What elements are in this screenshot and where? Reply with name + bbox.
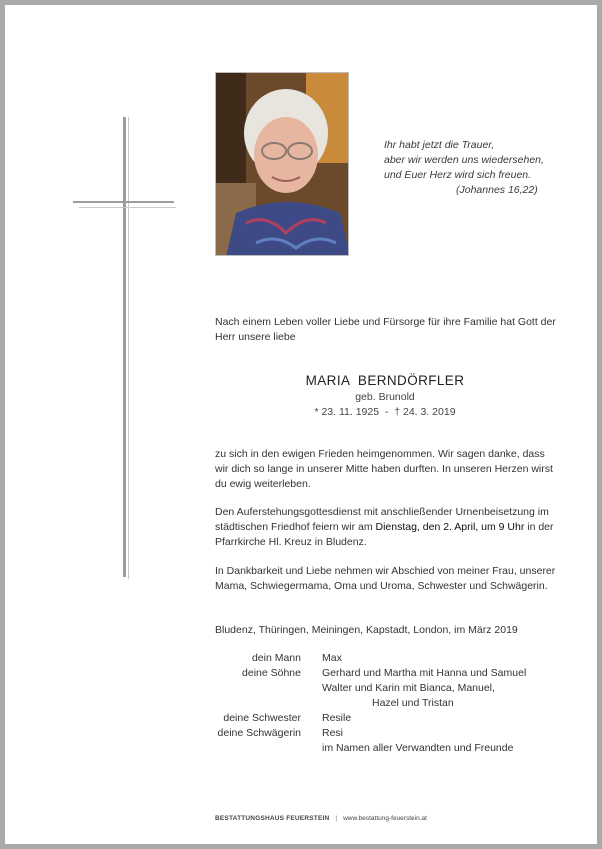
quote-line: aber wir werden uns wiedersehen, [384,154,544,166]
places-date-line: Bludenz, Thüringen, Meiningen, Kapstadt, London, im März 2019 [215,624,518,636]
mourner-row [215,651,560,666]
mourner-names [322,666,526,711]
deceased-block [215,373,555,420]
cross-vertical-beam [123,117,126,577]
portrait-photo [215,72,349,256]
deceased-name: MARIA BERNDÖRFLER [305,373,465,388]
mourner-row [215,711,560,726]
quote-line: und Euer Herz wird sich freuen. [384,169,532,181]
footer-separator: | [335,815,338,822]
gratitude-paragraph: In Dankbarkeit und Liebe nehmen wir Abschied von meiner Frau, unserer Mama, Schwiegermama, Oma und Uroma, Schwester und Schwägerin. [215,565,556,592]
relation-label: deine Söhne [242,667,301,679]
life-dates: * 23. 11. 1925 - † 24. 3. 2019 [314,406,456,418]
mourner-row [215,726,560,756]
funeral-home-name: BESTATTUNGSHAUS FEUERSTEIN [215,815,330,822]
bible-quote [384,138,584,198]
relation-label: dein Mann [251,652,301,664]
relation-label: deine Schwägerin [217,727,301,739]
mourner-names: Max [322,652,342,664]
cross-vertical-shadow [128,117,129,579]
cross-horizontal-shadow [79,207,176,208]
quote-line: Ihr habt jetzt die Trauer, [384,139,495,151]
mourner-line: Hazel und Tristan [372,697,454,709]
farewell-paragraph: zu sich in den ewigen Frieden heimgenommen. Wir sagen danke, dass wir dich so lange in unserer Mitte haben durften. In unseren Herzen wirst du ewig weiterleben. [215,448,553,490]
intro-text: Nach einem Leben voller Liebe und Fürsorge für ihre Familie hat Gott der Herr unsere liebe [215,316,556,343]
quote-source: (Johannes 16,22) [456,184,538,196]
mourner-row [215,666,560,711]
mourner-line: im Namen aller Verwandten und Freunde [322,742,514,754]
mourner-names [322,726,513,756]
service-text: Den Auferstehungsgottesdienst mit anschließender Urnenbeisetzung im städtischen Friedhof feiern wir am [215,506,549,533]
maiden-name: geb. Brunold [355,391,415,403]
service-location: in der Pfarrkirche Hl. Kreuz in Bludenz. [215,521,554,548]
funeral-home-url[interactable]: www.bestattung-feuerstein.at [343,815,427,822]
mourners-list [215,651,560,756]
mourner-line: Walter und Karin mit Bianca, Manuel, [322,682,495,694]
relation-label: deine Schwester [223,712,301,724]
cross-horizontal-beam [73,201,174,203]
service-date: Dienstag, den 2. April, um 9 Uhr [375,521,525,533]
mourner-line: Gerhard und Martha mit Hanna und Samuel [322,667,527,679]
footer [215,815,427,822]
mourner-names: Resile [322,712,352,724]
service-paragraph [215,505,560,550]
mourner-line: Resi [322,727,344,739]
